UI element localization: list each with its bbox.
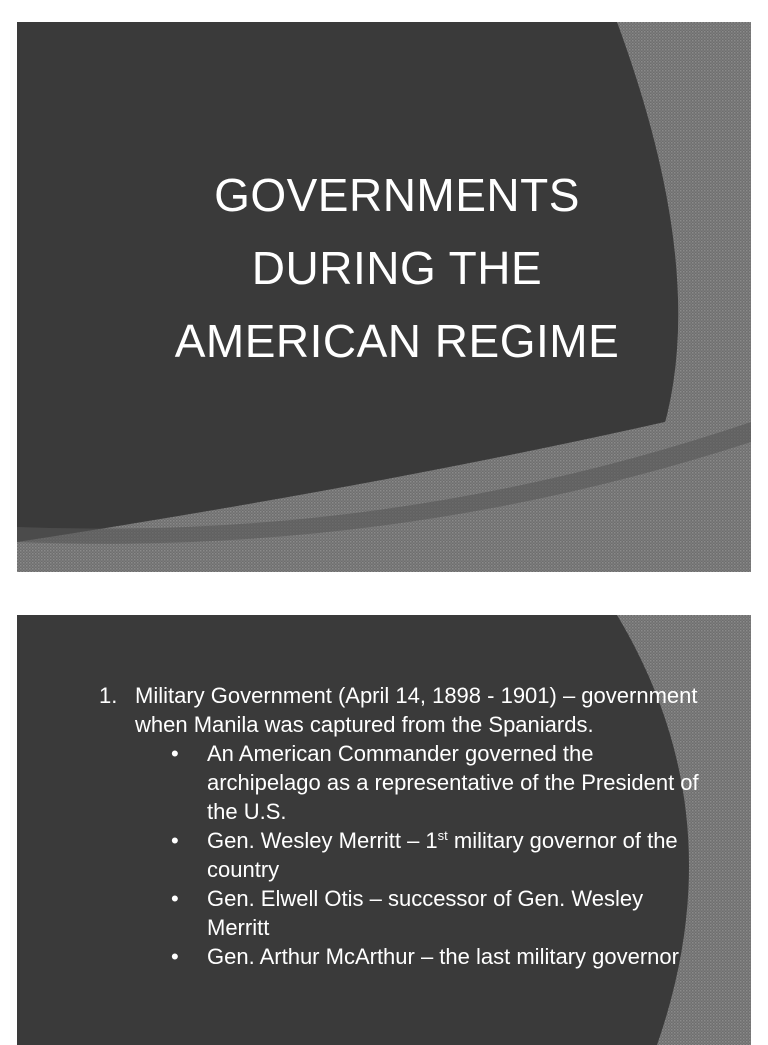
bullet-icon: • — [171, 741, 179, 766]
bullet-item — [99, 739, 699, 826]
title-line-2: DURING THE — [251, 242, 543, 294]
ordinal-suffix: st — [437, 828, 448, 843]
slide-title — [77, 159, 717, 378]
bullet-text: Gen. Arthur McArthur – the last military governor — [207, 944, 679, 969]
bullet-item — [99, 942, 699, 971]
bullet-text-before: Gen. Wesley Merritt – 1 — [207, 828, 438, 853]
bullet-text — [207, 828, 678, 882]
title-slide — [17, 22, 751, 572]
bullet-icon: • — [171, 886, 179, 911]
title-line-3: AMERICAN REGIME — [174, 315, 620, 367]
bullet-icon: • — [171, 944, 179, 969]
bullet-text: An American Commander governed the archipelago as a representative of the President of the U.S. — [207, 741, 699, 824]
bullet-text-after: military governor of the country — [207, 828, 678, 882]
bullet-icon: • — [171, 828, 179, 853]
item-text: Military Government (April 14, 1898 - 1901) – government when Manila was captured from the Spaniards. — [135, 683, 698, 737]
item-number: 1. — [99, 683, 118, 708]
content-slide — [17, 615, 751, 1045]
bullet-item — [99, 826, 699, 884]
numbered-item — [99, 681, 699, 739]
slide-content — [99, 681, 699, 971]
bullet-text: Gen. Elwell Otis – successor of Gen. Wesley Merritt — [207, 886, 644, 940]
bullet-item — [99, 884, 699, 942]
bullet-list — [99, 739, 699, 971]
title-line-1: GOVERNMENTS — [214, 169, 580, 221]
